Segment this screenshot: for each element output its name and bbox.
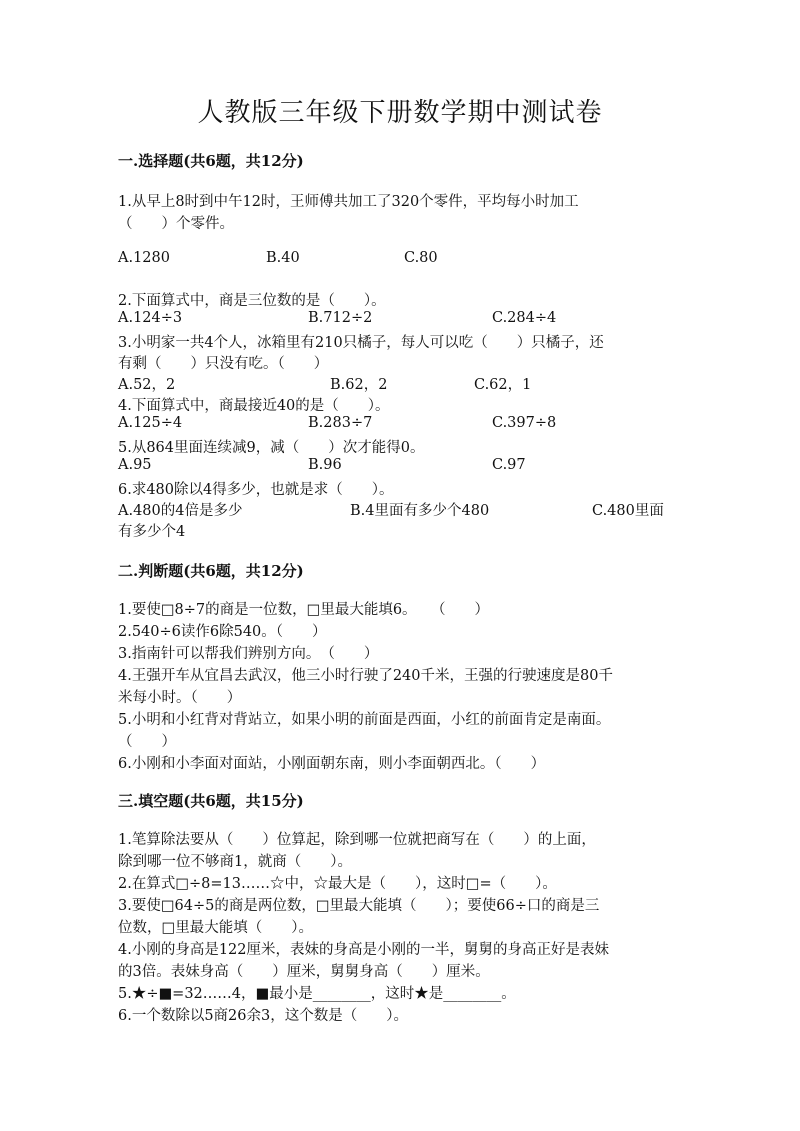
question-line: 3.指南针可以帮我们辨别方向。 （ ） — [118, 646, 379, 662]
option-c: C.284÷4 — [492, 310, 557, 326]
option-b: B.283÷7 — [308, 415, 373, 431]
option-a: A.95 — [118, 457, 152, 473]
question-line: 1.从早上8时到中午12时，王师傅共加工了320个零件，平均每小时加工 — [118, 194, 579, 210]
options-row — [118, 457, 698, 477]
question-line: 1.笔算除法要从（ ）位算起，除到哪一位就把商写在（ ）的上面， — [118, 832, 596, 848]
question-line: 米每小时。（ ） — [118, 690, 242, 706]
option-c: C.397÷8 — [492, 415, 557, 431]
question-line: 2.在算式□÷8=13……☆中，☆最大是（ ），这时□=（ ）。 — [118, 876, 557, 892]
question-line: 6.一个数除以5商26余3，这个数是（ ）。 — [118, 1008, 408, 1024]
option-c: C.97 — [492, 457, 526, 473]
question-line: 5.从864里面连续减9，减（ ）次才能得0。 — [118, 440, 425, 456]
page-title: 人教版三年级下册数学期中测试卷 — [197, 98, 603, 128]
question-line: （ ）个零件。 — [118, 216, 234, 232]
section-heading-fill-blank: 三.填空题(共6题，共15分) — [118, 792, 304, 810]
option-a: A.125÷4 — [118, 415, 183, 431]
option-b: B.40 — [266, 250, 300, 266]
options-row — [118, 499, 698, 519]
question-line: 6.求480除以4得多少，也就是求（ ）。 — [118, 482, 394, 498]
option-b: B.96 — [308, 457, 342, 473]
options-row — [118, 310, 698, 330]
question-line: 的3倍。表妹身高（ ）厘米，舅舅身高（ ）厘米。 — [118, 964, 490, 980]
options-row — [118, 250, 698, 270]
option-b: B.712÷2 — [308, 310, 373, 326]
question-line: （ ） — [118, 734, 176, 750]
question-line: 4.下面算式中，商最接近40的是（ ）。 — [118, 398, 390, 414]
question-line: 有多少个4 — [118, 524, 186, 540]
option-c: C.80 — [404, 250, 438, 266]
options-row — [118, 373, 698, 393]
section-heading-choice: 一.选择题(共6题，共12分) — [118, 152, 304, 170]
option-b: B.62，2 — [330, 377, 388, 393]
option-a: A.480的4倍是多少 — [118, 503, 243, 519]
options-row — [118, 415, 698, 435]
section-heading-judgement: 二.判断题(共6题，共12分) — [118, 562, 304, 580]
question-line: 1.要使□8÷7的商是一位数，□里最大能填6。 （ ） — [118, 602, 490, 618]
question-line: 3.小明家一共4个人，冰箱里有210只橘子，每人可以吃（ ）只橘子，还 — [118, 335, 604, 351]
question-line: 有剩（ ）只没有吃。（ ） — [118, 356, 329, 372]
option-a: A.52，2 — [118, 377, 176, 393]
question-line: 4.王强开车从宜昌去武汉，他三小时行驶了240千米，王强的行驶速度是80千 — [118, 668, 613, 684]
question-line: 3.要使□64÷5的商是两位数，□里最大能填（ ）；要使66÷口的商是三 — [118, 898, 600, 914]
question-line: 4.小刚的身高是122厘米，表妹的身高是小刚的一半，舅舅的身高正好是表妹 — [118, 942, 610, 958]
question-line: 6.小刚和小李面对面站，小刚面朝东南，则小李面朝西北。（ ） — [118, 756, 546, 772]
option-a: A.1280 — [118, 250, 170, 266]
question-line: 5.小明和小红背对背站立，如果小明的前面是西面，小红的前面肯定是南面。 — [118, 712, 611, 728]
question-line: 除到哪一位不够商1，就商（ ）。 — [118, 854, 352, 870]
question-line: 2.540÷6读作6除540。（ ） — [118, 624, 327, 640]
option-c: C.480里面 — [592, 503, 664, 519]
question-line: 5.★÷■=32……4，■最小是________，这时★是________。 — [118, 986, 516, 1002]
question-line: 位数，□里最大能填（ ）。 — [118, 920, 313, 936]
option-c: C.62，1 — [474, 377, 532, 393]
option-b: B.4里面有多少个480 — [350, 503, 490, 519]
question-line: 2.下面算式中，商是三位数的是（ ）。 — [118, 293, 386, 309]
option-a: A.124÷3 — [118, 310, 183, 326]
